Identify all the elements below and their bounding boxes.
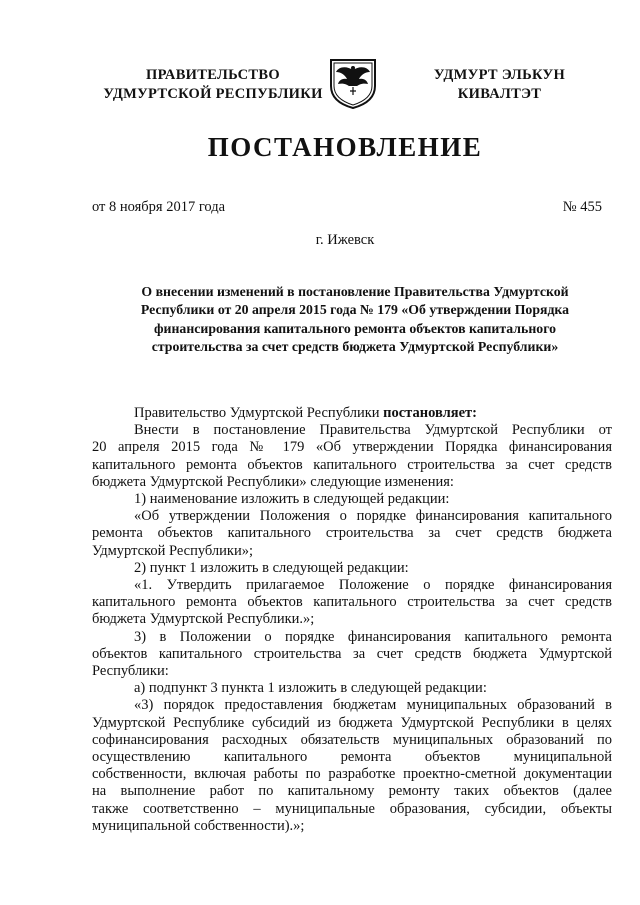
body-line: также соответственно – муниципальные образования, субсидии, объекты (92, 800, 612, 817)
body-intro-bold: постановляет: (383, 405, 477, 421)
subject-line: финансирования капитального ремонта объектов капитального (153, 320, 557, 336)
body-line: собственности, включая работы по разработке проектно-сметной документации (92, 766, 612, 783)
body-line: Удмуртской Республики»; (92, 542, 254, 559)
body-line: 2) пункт 1 изложить в следующей редакции: (134, 559, 409, 576)
document-date: от 8 ноября 2017 года (92, 199, 226, 215)
header-left (88, 66, 338, 104)
body-line: «1. Утвердить прилагаемое Положение о порядке финансирования (134, 577, 612, 594)
body-line: 20 апреля 2015 года № 179 «Об утверждении Порядка финансирования (92, 439, 612, 456)
subject-line: Республики от 20 апреля 2015 года № 179 «Об утверждении Порядка (140, 302, 570, 318)
document-subject (105, 283, 605, 356)
header-left-line2: УДМУРТСКОЙ РЕСПУБЛИКИ (103, 86, 323, 102)
document-title: ПОСТАНОВЛЕНИЕ (207, 132, 483, 162)
header-right-line2: КИВАЛТЭТ (457, 86, 542, 102)
coat-of-arms-emblem (327, 56, 379, 110)
body-line: бюджета Удмуртской Республики.»; (92, 611, 315, 628)
body-line: «3) порядок предоставления бюджетам муниципальных образований в (134, 697, 612, 714)
body-line: а) подпункт 3 пункта 1 изложить в следующей редакции: (134, 680, 487, 697)
body-line: ремонта объектов капитального строительства за счет средств бюджета (92, 525, 612, 542)
body-line: «Об утверждении Положения о порядке финансирования капитального (134, 508, 612, 525)
document-body (92, 405, 612, 835)
body-line: объектов капитального строительства за счет средств бюджета Удмуртской (92, 645, 612, 662)
subject-line: строительства за счет средств бюджета Удмуртской Республики» (151, 338, 559, 354)
body-line: капитального ремонта объектов капитального строительства за счет средств (92, 594, 612, 611)
body-line: осуществлению капитального ремонта объектов муниципальной (92, 749, 612, 766)
body-line: Внести в постановление Правительства Удмуртской Республики от (134, 422, 612, 439)
body-line: 1) наименование изложить в следующей редакции: (134, 491, 450, 508)
document-city: г. Ижевск (315, 232, 375, 248)
header-left-line1: ПРАВИТЕЛЬСТВО (146, 67, 280, 83)
header-right-line1: УДМУРТ ЭЛЬКУН (433, 67, 566, 83)
body-line: 3) в Положении о порядке финансирования капитального ремонта (134, 628, 612, 645)
body-line: муниципальной собственности).»; (92, 817, 305, 834)
body-intro-text: Правительство Удмуртской Республики (134, 405, 384, 421)
body-line: на выполнение работ по капитальному ремонту таких объектов (далее (92, 783, 612, 800)
body-line: капитального ремонта объектов капитального строительства за счет средств (92, 456, 612, 473)
body-line: бюджета Удмуртской Республики» следующие изменения: (92, 473, 454, 490)
body-line: Республики: (92, 663, 169, 680)
body-intro-line (92, 405, 612, 422)
body-line: Удмуртской Республике субсидий из бюджета Удмуртской Республики в целях (92, 714, 612, 731)
document-number: № 455 (562, 199, 602, 215)
subject-line: О внесении изменений в постановление Правительства Удмуртской (141, 284, 569, 299)
body-line: софинансирования расходных обязательств муниципальных образований по (92, 731, 612, 748)
header-right (412, 66, 587, 104)
